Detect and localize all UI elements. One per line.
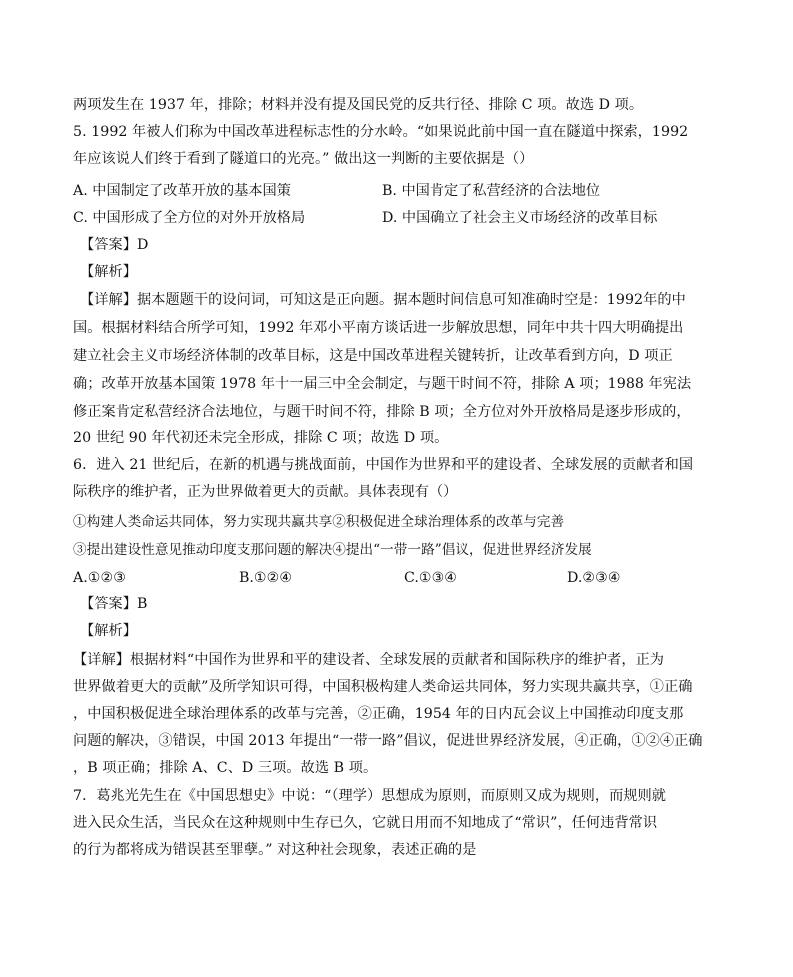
q5-detail-line: 建立社会主义市场经济体制的改革目标，这是中国改革进程关键转折，让改革看到方向，D 项正	[73, 348, 673, 364]
q5-option-d: D. 中国确立了社会主义市场经济的改革目标	[382, 210, 658, 226]
q5-detail-line: 20 世纪 90 年代初还未完全形成，排除 C 项；故选 D 项。	[73, 430, 449, 446]
question-5-stem: 5. 1992 年被人们称为中国改革进程标志性的分水岭。“如果说此前中国一直在隧道中探索，1992	[73, 124, 689, 140]
question-7-stem: 的行为都将成为错误甚至罪孽。” 对这种社会现象，表述正确的是	[73, 842, 477, 858]
q5-option-b: B. 中国肯定了私营经济的合法地位	[382, 183, 601, 199]
q5-option-c: C. 中国形成了全方位的对外开放格局	[73, 210, 306, 226]
q6-option-b: B.①②④	[239, 570, 293, 586]
q6-detail-line: 世界做着更大的贡献”及所学知识可得，中国积极构建人类命运共同体，努力实现共赢共享，①正确	[73, 679, 693, 695]
question-5-stem: 年应该说人们终于看到了隧道口的光亮。” 做出这一判断的主要依据是（）	[73, 151, 534, 167]
q5-analysis-heading: 【解析】	[80, 264, 137, 280]
question-6-stem: 6．进入 21 世纪后，在新的机遇与挑战面前，中国作为世界和平的建设者、全球发展的贡献者和国	[73, 457, 694, 473]
text-line: 两项发生在 1937 年，排除；材料并没有提及国民党的反共行径、排除 C 项。故选 D 项。	[73, 97, 644, 113]
q5-option-a: A. 中国制定了改革开放的基本国策	[73, 183, 291, 199]
q5-detail-line: 修正案肯定私营经济合法地位，与题干时间不符，排除 B 项；全方位对外开放格局是逐步形成的，	[73, 404, 691, 420]
q6-analysis-heading: 【解析】	[80, 623, 137, 639]
q6-detail-line: 问题的解决，③错误，中国 2013 年提出“一带一路”倡议，促进世界经济发展，④正确，①②④正确	[73, 733, 703, 749]
q5-detail-line: 确；改革开放基本国策 1978 年十一届三中全会制定，与题干时间不符，排除 A 项；1988 年宪法	[73, 376, 692, 392]
q5-answer: 【答案】D	[80, 237, 149, 253]
question-6-stem: 际秩序的维护者，正为世界做着更大的贡献。具体表现有（）	[73, 484, 458, 500]
q6-detail-line: ，B 项正确；排除 A、C、D 三项。故选 B 项。	[73, 760, 378, 776]
q6-statement-line: ①构建人类命运共同体，努力实现共赢共享②积极促进全球治理体系的改革与完善	[73, 514, 565, 530]
q6-option-c: C.①③④	[404, 570, 458, 586]
question-7-stem: 7．葛兆光先生在《中国思想史》中说：“（理学）思想成为原则，而原则又成为规则，而规则就	[73, 788, 667, 804]
q6-detail-line: ，中国积极促进全球治理体系的改革与完善，②正确，1954 年的日内瓦会议上中国推动印度支那	[73, 706, 684, 722]
q6-detail-line: 【详解】根据材料“中国作为世界和平的建设者、全球发展的贡献者和国际秩序的维护者，正为	[73, 652, 665, 668]
question-7-stem: 进入民众生活，当民众在这种规则中生存已久，它就日用而不知地成了“常识”，任何违背常识	[73, 815, 658, 831]
q6-answer: 【答案】B	[80, 596, 148, 612]
q5-detail-line: 【详解】据本题题干的设问词，可知这是正向题。据本题时间信息可知准确时空是：1992年的中	[80, 292, 686, 308]
q6-statement-line: ③提出建设性意见推动印度支那问题的解决④提出“一带一路”倡议，促进世界经济发展	[73, 542, 592, 558]
q5-detail-line: 国。根据材料结合所学可知，1992 年邓小平南方谈话进一步解放思想，同年中共十四大明确提出	[73, 320, 684, 336]
q6-option-a: A.①②③	[73, 570, 126, 586]
q6-option-d: D.②③④	[567, 570, 621, 586]
